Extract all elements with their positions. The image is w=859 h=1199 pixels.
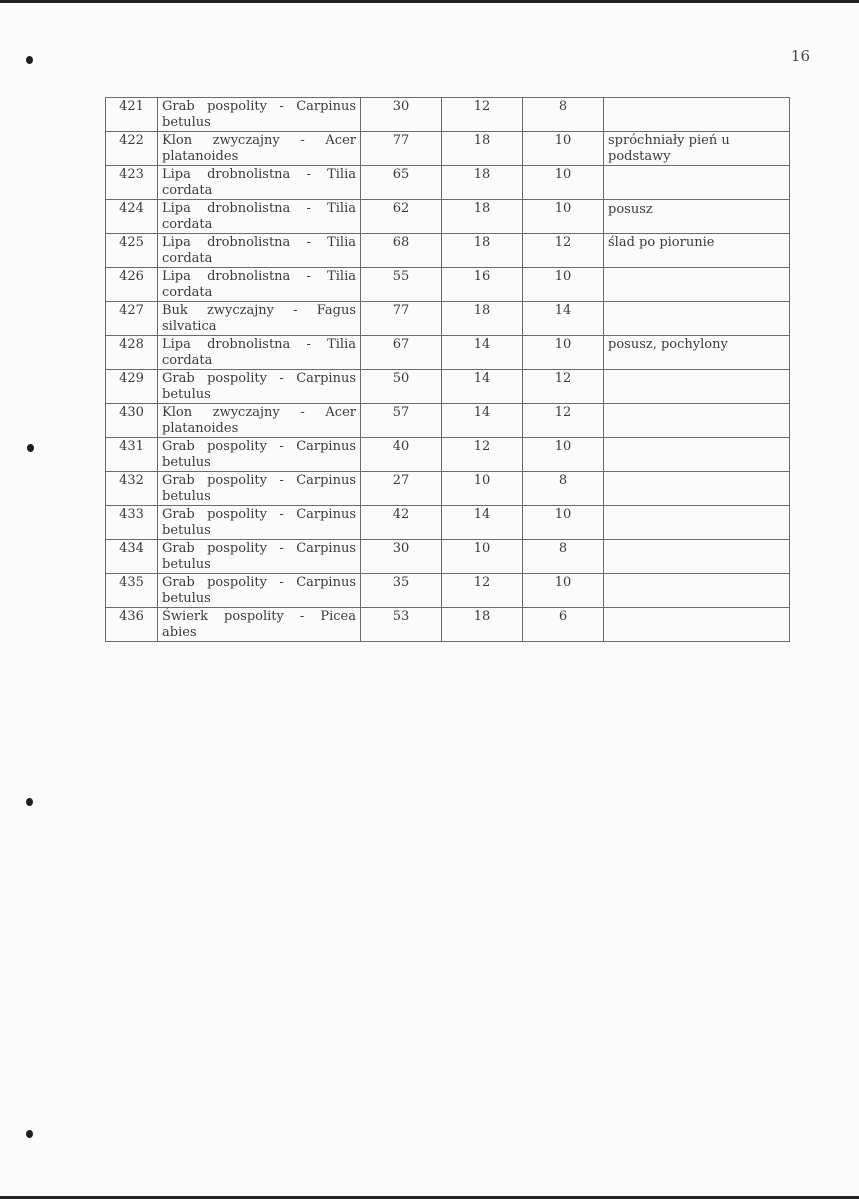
- value-2-cell: 18: [442, 200, 523, 234]
- tree-table-body: [106, 98, 790, 642]
- table-row: [106, 166, 790, 200]
- value-1-cell: 35: [361, 574, 442, 608]
- value-2-cell: 18: [442, 132, 523, 166]
- table-row: [106, 574, 790, 608]
- value-3-cell: 14: [523, 302, 604, 336]
- row-number-cell: 430: [106, 404, 158, 438]
- value-1-cell: 53: [361, 608, 442, 642]
- table-row: [106, 98, 790, 132]
- row-number-cell: 424: [106, 200, 158, 234]
- value-2-cell: 18: [442, 302, 523, 336]
- punch-hole-mark: [26, 1130, 33, 1138]
- row-number-cell: 431: [106, 438, 158, 472]
- value-2-cell: 18: [442, 608, 523, 642]
- row-number-cell: 429: [106, 370, 158, 404]
- value-3-cell: 12: [523, 404, 604, 438]
- row-number-cell: 435: [106, 574, 158, 608]
- value-2-cell: 14: [442, 506, 523, 540]
- value-1-cell: 68: [361, 234, 442, 268]
- row-number-cell: 432: [106, 472, 158, 506]
- remarks-cell: posusz: [604, 200, 790, 234]
- value-1-cell: 62: [361, 200, 442, 234]
- value-3-cell: 10: [523, 268, 604, 302]
- remarks-cell: [604, 404, 790, 438]
- value-2-cell: 14: [442, 404, 523, 438]
- species-cell: Grab pospolity - Carpinus betulus: [158, 540, 361, 574]
- row-number-cell: 434: [106, 540, 158, 574]
- remarks-cell: ślad po piorunie: [604, 234, 790, 268]
- row-number-cell: 426: [106, 268, 158, 302]
- value-3-cell: 10: [523, 132, 604, 166]
- table-row: [106, 302, 790, 336]
- value-3-cell: 10: [523, 200, 604, 234]
- value-1-cell: 55: [361, 268, 442, 302]
- value-2-cell: 12: [442, 98, 523, 132]
- remarks-cell: [604, 472, 790, 506]
- value-3-cell: 10: [523, 336, 604, 370]
- species-cell: Grab pospolity - Carpinus betulus: [158, 574, 361, 608]
- table-row: [106, 438, 790, 472]
- table-row: [106, 268, 790, 302]
- table-row: [106, 540, 790, 574]
- value-3-cell: 12: [523, 234, 604, 268]
- value-1-cell: 50: [361, 370, 442, 404]
- row-number-cell: 423: [106, 166, 158, 200]
- remarks-cell: [604, 540, 790, 574]
- table-row: [106, 506, 790, 540]
- row-number-cell: 428: [106, 336, 158, 370]
- species-cell: Klon zwyczajny - Acer platanoides: [158, 404, 361, 438]
- species-cell: Lipa drobnolistna - Tilia cordata: [158, 200, 361, 234]
- remarks-cell: [604, 506, 790, 540]
- value-2-cell: 10: [442, 540, 523, 574]
- remarks-cell: posusz, pochylony: [604, 336, 790, 370]
- remarks-cell: [604, 608, 790, 642]
- value-1-cell: 57: [361, 404, 442, 438]
- value-1-cell: 30: [361, 540, 442, 574]
- value-2-cell: 10: [442, 472, 523, 506]
- table-row: [106, 472, 790, 506]
- species-cell: Lipa drobnolistna - Tilia cordata: [158, 166, 361, 200]
- remarks-cell: [604, 166, 790, 200]
- row-number-cell: 433: [106, 506, 158, 540]
- value-3-cell: 10: [523, 506, 604, 540]
- table-row: [106, 234, 790, 268]
- species-cell: Grab pospolity - Carpinus betulus: [158, 506, 361, 540]
- species-cell: Klon zwyczajny - Acer platanoides: [158, 132, 361, 166]
- row-number-cell: 425: [106, 234, 158, 268]
- value-2-cell: 18: [442, 234, 523, 268]
- remarks-cell: [604, 98, 790, 132]
- remarks-cell: [604, 574, 790, 608]
- value-1-cell: 77: [361, 132, 442, 166]
- table-row: [106, 336, 790, 370]
- value-1-cell: 77: [361, 302, 442, 336]
- table-row: [106, 404, 790, 438]
- value-1-cell: 27: [361, 472, 442, 506]
- tree-inventory-table: [105, 97, 790, 642]
- value-3-cell: 8: [523, 540, 604, 574]
- species-cell: Lipa drobnolistna - Tilia cordata: [158, 336, 361, 370]
- punch-hole-mark: [26, 56, 33, 64]
- value-1-cell: 67: [361, 336, 442, 370]
- species-cell: Grab pospolity - Carpinus betulus: [158, 438, 361, 472]
- remarks-cell: [604, 438, 790, 472]
- row-number-cell: 436: [106, 608, 158, 642]
- value-1-cell: 30: [361, 98, 442, 132]
- value-1-cell: 65: [361, 166, 442, 200]
- value-2-cell: 18: [442, 166, 523, 200]
- species-cell: Świerk pospolity - Picea abies: [158, 608, 361, 642]
- value-3-cell: 10: [523, 166, 604, 200]
- value-2-cell: 12: [442, 574, 523, 608]
- row-number-cell: 427: [106, 302, 158, 336]
- value-1-cell: 40: [361, 438, 442, 472]
- remarks-cell: [604, 370, 790, 404]
- value-2-cell: 12: [442, 438, 523, 472]
- table-row: [106, 370, 790, 404]
- value-1-cell: 42: [361, 506, 442, 540]
- value-3-cell: 10: [523, 574, 604, 608]
- remarks-cell: [604, 302, 790, 336]
- value-2-cell: 16: [442, 268, 523, 302]
- table-row: [106, 132, 790, 166]
- species-cell: Lipa drobnolistna - Tilia cordata: [158, 234, 361, 268]
- species-cell: Grab pospolity - Carpinus betulus: [158, 472, 361, 506]
- value-2-cell: 14: [442, 336, 523, 370]
- row-number-cell: 422: [106, 132, 158, 166]
- value-3-cell: 10: [523, 438, 604, 472]
- value-2-cell: 14: [442, 370, 523, 404]
- table-row: [106, 200, 790, 234]
- species-cell: Grab pospolity - Carpinus betulus: [158, 98, 361, 132]
- species-cell: Buk zwyczajny - Fagus silvatica: [158, 302, 361, 336]
- row-number-cell: 421: [106, 98, 158, 132]
- remarks-cell: [604, 268, 790, 302]
- value-3-cell: 12: [523, 370, 604, 404]
- punch-hole-mark: [26, 798, 33, 806]
- value-3-cell: 8: [523, 472, 604, 506]
- species-cell: Lipa drobnolistna - Tilia cordata: [158, 268, 361, 302]
- remarks-cell: spróchniały pień u podstawy: [604, 132, 790, 166]
- page-number: 16: [790, 47, 810, 65]
- punch-hole-mark: [27, 444, 34, 452]
- value-3-cell: 8: [523, 98, 604, 132]
- table-row: [106, 608, 790, 642]
- value-3-cell: 6: [523, 608, 604, 642]
- species-cell: Grab pospolity - Carpinus betulus: [158, 370, 361, 404]
